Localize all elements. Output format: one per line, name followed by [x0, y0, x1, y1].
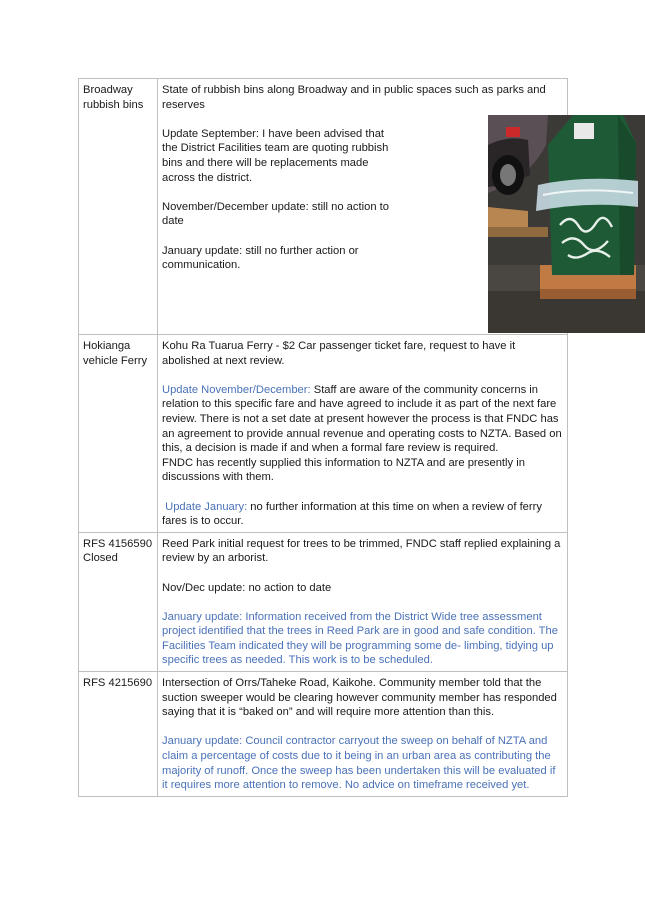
table-row [79, 672, 568, 797]
table-row [79, 335, 568, 533]
paragraph: Kohu Ra Tuarua Ferry - $2 Car passenger ticket fare, request to have it abolished at next review. [162, 340, 516, 367]
paragraph: Nov/Dec update: no action to date [162, 581, 332, 594]
row-label: Broadway rubbish bins [79, 79, 158, 335]
paragraph: January update: still no further action or communication. [162, 244, 359, 272]
update-text: Staff are aware of the community concerns in relation to this specific fare and have agreed to include it as part of the next fare review. There is not a set date at present however the process is that FNDC has an agreement to provide annual revenue and operating costs to NZTA. Based on this, a decision is made if and when a formal fare review is required. [162, 383, 562, 455]
paragraph [162, 500, 563, 529]
update-label: Update November/December: [162, 383, 311, 396]
update-text: no further information at this time on when a review of ferry fares is to occur. [162, 500, 542, 528]
paragraph: Update September: I have been advised that the District Facilities team are quoting rubbish bins and there will be replacements made across the district. [162, 127, 389, 184]
paragraph: State of rubbish bins along Broadway and in public spaces such as parks and reserves [162, 84, 546, 111]
paragraph: November/December update: still no action to date [162, 200, 389, 228]
paragraph [162, 383, 563, 456]
green-rubbish-bin-photo [488, 115, 645, 333]
paragraph: January update: Council contractor carryout the sweep on behalf of NZTA and claim a percentage of costs due to it being in an urban area as contributing the majority of runoff. Once the sweep has been undertaken this will be evaluated if it requires more attention to remove. No advice on timeframe received yet. [162, 735, 556, 792]
table-row [79, 532, 568, 671]
row-label: RFS 4156590 Closed [79, 532, 158, 671]
row-label: RFS 4215690 [79, 672, 158, 797]
paragraph: January update: Information received from the District Wide tree assessment project identified that the trees in Reed Park are in good and safe condition. The Facilities Team indicated they will be programming some de- limbing, tidying up specific trees as needed. This work is to be scheduled. [162, 610, 558, 667]
paragraph: Reed Park initial request for trees to be trimmed, FNDC staff replied explaining a review by an arborist. [162, 537, 561, 565]
row-content [158, 335, 568, 533]
paragraph: Intersection of Orrs/Taheke Road, Kaikohe. Community member told that the suction sweeper would be clearing however community member has responded saying that it is “baked on” and will require more attention than this. [162, 677, 557, 719]
row-content [158, 532, 568, 671]
row-content [158, 79, 568, 335]
paragraph: FNDC has recently supplied this information to NZTA and are presently in discussions with them. [162, 456, 525, 484]
issues-table [78, 78, 568, 797]
row-label: Hokianga vehicle Ferry [79, 335, 158, 533]
row-content [158, 672, 568, 797]
update-label: Update January: [162, 500, 248, 513]
table-row [79, 79, 568, 335]
